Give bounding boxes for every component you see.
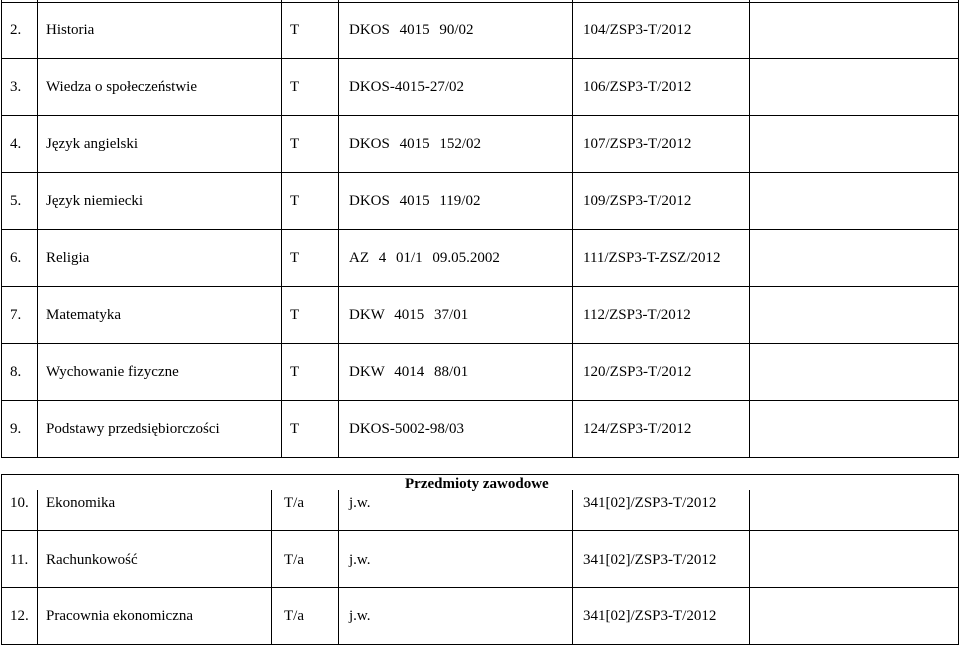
row-number: 12. [10,608,29,624]
program-code: 341[02]/ZSP3-T/2012 [583,552,717,568]
program-code: 111/ZSP3-T-ZSZ/2012 [583,250,721,266]
subject-type: T [290,250,300,266]
subject-name: Ekonomika [46,495,116,511]
row-number: 4. [10,136,22,152]
column-divider [749,490,750,645]
subject-name: Matematyka [46,307,121,323]
row-divider [1,172,959,173]
row-divider [1,457,959,458]
program-code: 341[02]/ZSP3-T/2012 [583,495,717,511]
column-divider [37,490,38,645]
program-code: 107/ZSP3-T/2012 [583,136,692,152]
subject-name: Podstawy przedsiębiorczości [46,421,220,437]
table-border [1,474,2,645]
row-divider [1,58,959,59]
subject-name: Historia [46,22,95,38]
row-number: 10. [10,495,29,511]
row-divider [1,530,959,531]
row-number: 8. [10,364,22,380]
subject-name: Religia [46,250,90,266]
program-number: DKOS 4015 152/02 [349,136,482,152]
program-code: 109/ZSP3-T/2012 [583,193,692,209]
column-divider [572,490,573,645]
row-number: 6. [10,250,22,266]
column-divider [572,0,573,458]
row-divider [1,2,959,3]
program-code: 120/ZSP3-T/2012 [583,364,692,380]
subject-type: T/a [284,495,304,511]
subject-type: T [290,193,300,209]
table-border [1,0,2,458]
row-divider [1,286,959,287]
row-divider [1,343,959,344]
program-number: DKW 4015 37/01 [349,307,469,323]
column-divider [271,490,272,645]
program-number: j.w. [349,608,371,624]
program-code: 124/ZSP3-T/2012 [583,421,692,437]
subject-type: T [290,79,300,95]
program-code: 106/ZSP3-T/2012 [583,79,692,95]
row-number: 3. [10,79,22,95]
program-number: AZ 4 01/1 09.05.2002 [349,250,500,266]
row-divider [1,400,959,401]
program-number: j.w. [349,552,371,568]
program-code: 341[02]/ZSP3-T/2012 [583,608,717,624]
row-divider [1,587,959,588]
program-number: DKOS-4015-27/02 [349,79,464,95]
table-border [958,0,959,458]
row-divider [1,115,959,116]
subject-type: T/a [284,552,304,568]
subject-name: Wychowanie fizyczne [46,364,179,380]
program-number: j.w. [349,495,371,511]
subject-type: T [290,307,300,323]
program-code: 104/ZSP3-T/2012 [583,22,692,38]
row-number: 7. [10,307,22,323]
row-number: 5. [10,193,22,209]
column-divider [749,0,750,458]
row-divider [1,229,959,230]
program-number: DKOS 4015 119/02 [349,193,481,209]
row-number: 11. [10,552,29,568]
column-divider [37,0,38,458]
program-number: DKOS-5002-98/03 [349,421,464,437]
subject-name: Rachunkowość [46,552,138,568]
table-border [958,474,959,645]
subject-type: T [290,22,300,38]
program-number: DKW 4014 88/01 [349,364,469,380]
section-title: Przedmioty zawodowe [405,476,549,492]
subject-type: T [290,421,300,437]
subject-name: Język niemiecki [46,193,144,209]
column-divider [338,0,339,458]
subject-name: Wiedza o społeczeństwie [46,79,197,95]
subject-name: Pracownia ekonomiczna [46,608,194,624]
subject-name: Język angielski [46,136,139,152]
subject-type: T/a [284,608,304,624]
subject-type: T [290,136,300,152]
row-number: 9. [10,421,22,437]
program-code: 112/ZSP3-T/2012 [583,307,691,323]
row-number: 2. [10,22,22,38]
column-divider [281,0,282,458]
column-divider [338,490,339,645]
row-divider [1,644,959,645]
subject-type: T [290,364,300,380]
program-number: DKOS 4015 90/02 [349,22,474,38]
